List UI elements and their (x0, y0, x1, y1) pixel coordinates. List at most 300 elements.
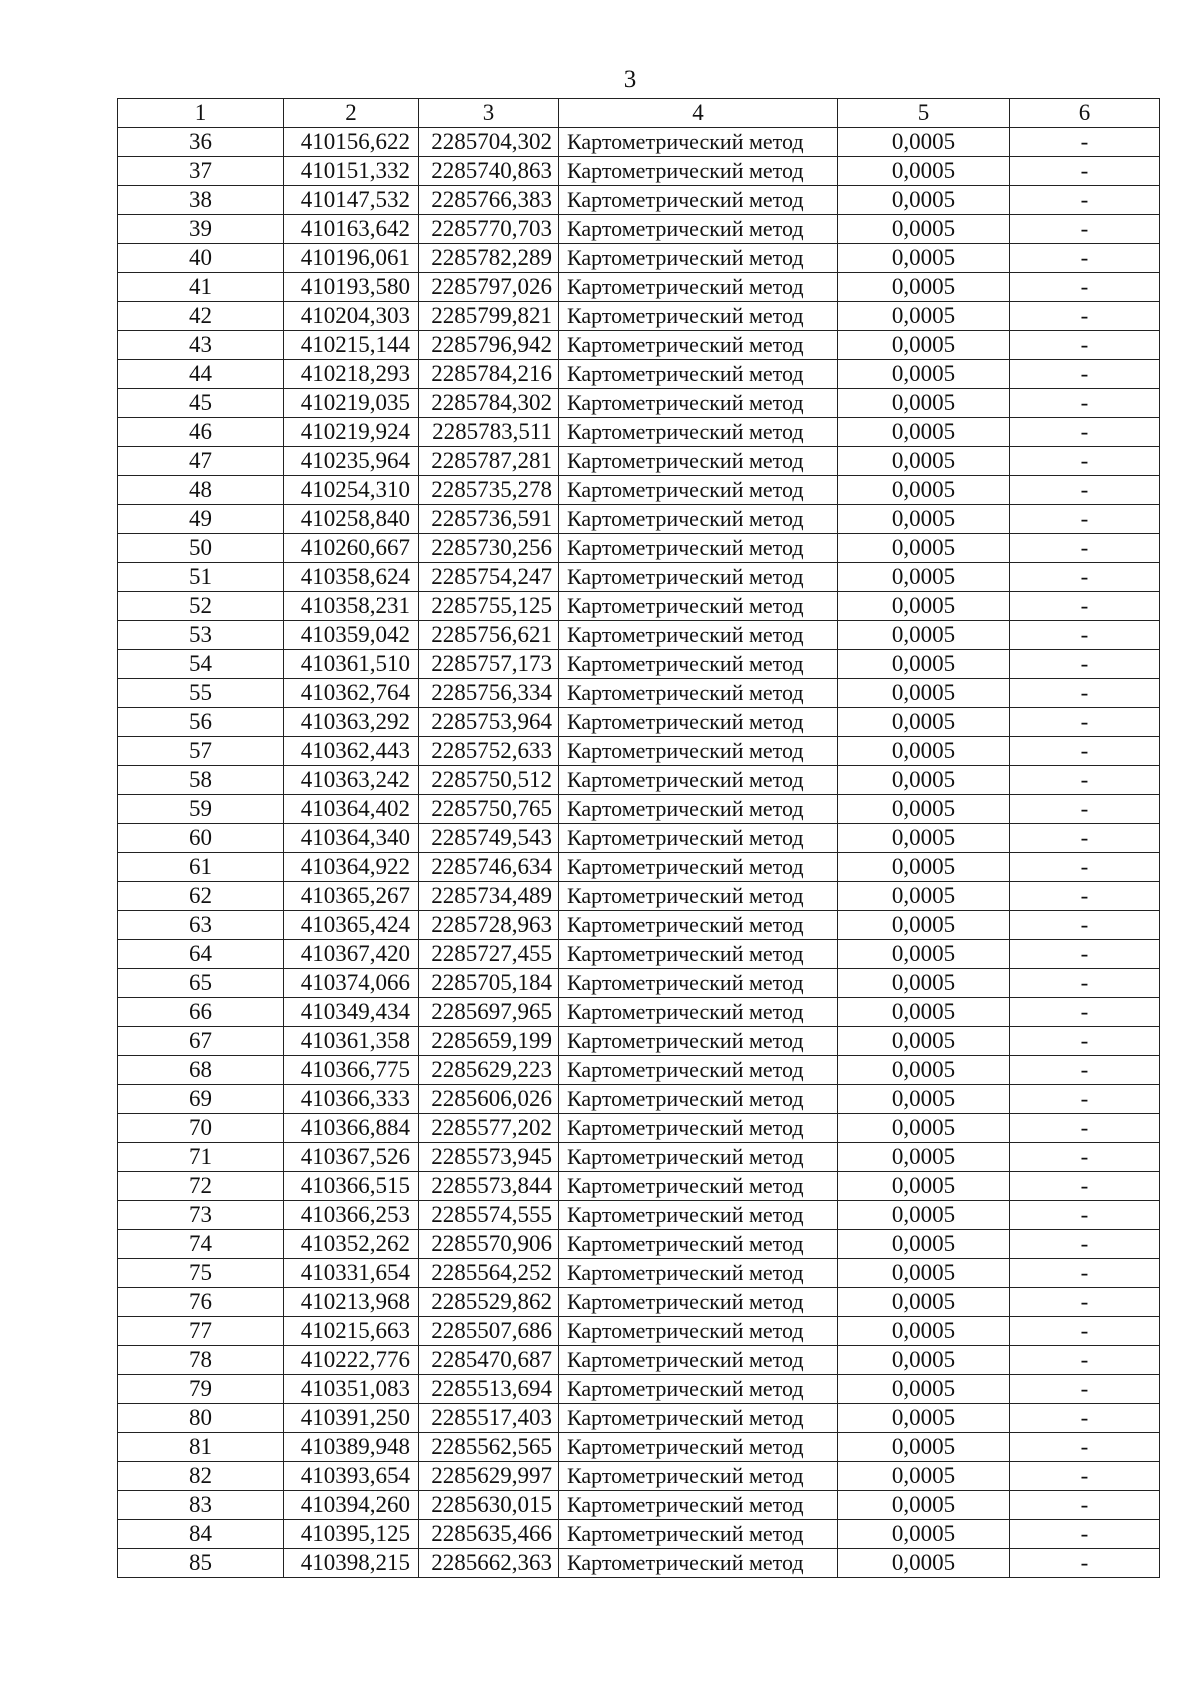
y-coordinate-cell: 2285574,555 (419, 1201, 559, 1230)
point-number-cell: 42 (118, 302, 284, 331)
accuracy-cell: 0,0005 (838, 592, 1010, 621)
description-cell: - (1010, 969, 1160, 998)
method-cell: Картометрический метод (559, 563, 838, 592)
table-row (118, 1317, 1160, 1346)
description-cell: - (1010, 563, 1160, 592)
table-row (118, 824, 1160, 853)
coordinates-table (117, 98, 1160, 1578)
x-coordinate-cell: 410254,310 (284, 476, 419, 505)
method-cell: Картометрический метод (559, 940, 838, 969)
method-cell: Картометрический метод (559, 650, 838, 679)
table-row (118, 389, 1160, 418)
table-row (118, 273, 1160, 302)
method-cell: Картометрический метод (559, 998, 838, 1027)
table-row (118, 650, 1160, 679)
y-coordinate-cell: 2285787,281 (419, 447, 559, 476)
accuracy-cell: 0,0005 (838, 795, 1010, 824)
method-cell: Картометрический метод (559, 1491, 838, 1520)
x-coordinate-cell: 410349,434 (284, 998, 419, 1027)
y-coordinate-cell: 2285728,963 (419, 911, 559, 940)
y-coordinate-cell: 2285697,965 (419, 998, 559, 1027)
table-row (118, 1085, 1160, 1114)
table-row (118, 215, 1160, 244)
point-number-cell: 50 (118, 534, 284, 563)
table-row (118, 302, 1160, 331)
y-coordinate-cell: 2285770,703 (419, 215, 559, 244)
description-cell: - (1010, 1549, 1160, 1578)
accuracy-cell: 0,0005 (838, 1404, 1010, 1433)
table-row (118, 563, 1160, 592)
table-row (118, 969, 1160, 998)
header-cell-x: 2 (284, 99, 419, 128)
table-row (118, 157, 1160, 186)
method-cell: Картометрический метод (559, 592, 838, 621)
description-cell: - (1010, 1317, 1160, 1346)
point-number-cell: 51 (118, 563, 284, 592)
table-row (118, 737, 1160, 766)
point-number-cell: 79 (118, 1375, 284, 1404)
x-coordinate-cell: 410351,083 (284, 1375, 419, 1404)
method-cell: Картометрический метод (559, 1462, 838, 1491)
x-coordinate-cell: 410222,776 (284, 1346, 419, 1375)
accuracy-cell: 0,0005 (838, 1375, 1010, 1404)
description-cell: - (1010, 824, 1160, 853)
x-coordinate-cell: 410219,924 (284, 418, 419, 447)
method-cell: Картометрический метод (559, 1549, 838, 1578)
description-cell: - (1010, 1404, 1160, 1433)
method-cell: Картометрический метод (559, 476, 838, 505)
point-number-cell: 78 (118, 1346, 284, 1375)
description-cell: - (1010, 244, 1160, 273)
accuracy-cell: 0,0005 (838, 563, 1010, 592)
accuracy-cell: 0,0005 (838, 1085, 1010, 1114)
coordinates-table-container (117, 98, 1159, 1578)
accuracy-cell: 0,0005 (838, 418, 1010, 447)
description-cell: - (1010, 1346, 1160, 1375)
description-cell: - (1010, 708, 1160, 737)
point-number-cell: 55 (118, 679, 284, 708)
x-coordinate-cell: 410352,262 (284, 1230, 419, 1259)
table-row (118, 766, 1160, 795)
y-coordinate-cell: 2285784,216 (419, 360, 559, 389)
accuracy-cell: 0,0005 (838, 911, 1010, 940)
point-number-cell: 71 (118, 1143, 284, 1172)
table-row (118, 128, 1160, 157)
x-coordinate-cell: 410358,231 (284, 592, 419, 621)
point-number-cell: 75 (118, 1259, 284, 1288)
description-cell: - (1010, 998, 1160, 1027)
accuracy-cell: 0,0005 (838, 186, 1010, 215)
method-cell: Картометрический метод (559, 418, 838, 447)
y-coordinate-cell: 2285529,862 (419, 1288, 559, 1317)
y-coordinate-cell: 2285797,026 (419, 273, 559, 302)
x-coordinate-cell: 410363,292 (284, 708, 419, 737)
table-row (118, 1056, 1160, 1085)
table-row (118, 1491, 1160, 1520)
x-coordinate-cell: 410366,515 (284, 1172, 419, 1201)
table-row (118, 795, 1160, 824)
accuracy-cell: 0,0005 (838, 534, 1010, 563)
accuracy-cell: 0,0005 (838, 215, 1010, 244)
x-coordinate-cell: 410374,066 (284, 969, 419, 998)
accuracy-cell: 0,0005 (838, 1259, 1010, 1288)
header-cell-description: 6 (1010, 99, 1160, 128)
x-coordinate-cell: 410147,532 (284, 186, 419, 215)
accuracy-cell: 0,0005 (838, 1462, 1010, 1491)
x-coordinate-cell: 410398,215 (284, 1549, 419, 1578)
x-coordinate-cell: 410366,775 (284, 1056, 419, 1085)
description-cell: - (1010, 853, 1160, 882)
accuracy-cell: 0,0005 (838, 1549, 1010, 1578)
method-cell: Картометрический метод (559, 1085, 838, 1114)
accuracy-cell: 0,0005 (838, 882, 1010, 911)
description-cell: - (1010, 592, 1160, 621)
point-number-cell: 37 (118, 157, 284, 186)
accuracy-cell: 0,0005 (838, 824, 1010, 853)
table-row (118, 708, 1160, 737)
table-row (118, 360, 1160, 389)
point-number-cell: 57 (118, 737, 284, 766)
method-cell: Картометрический метод (559, 621, 838, 650)
description-cell: - (1010, 418, 1160, 447)
point-number-cell: 45 (118, 389, 284, 418)
table-row (118, 1201, 1160, 1230)
method-cell: Картометрический метод (559, 273, 838, 302)
accuracy-cell: 0,0005 (838, 244, 1010, 273)
method-cell: Картометрический метод (559, 969, 838, 998)
description-cell: - (1010, 766, 1160, 795)
y-coordinate-cell: 2285606,026 (419, 1085, 559, 1114)
x-coordinate-cell: 410362,443 (284, 737, 419, 766)
point-number-cell: 53 (118, 621, 284, 650)
point-number-cell: 62 (118, 882, 284, 911)
table-row (118, 1346, 1160, 1375)
y-coordinate-cell: 2285513,694 (419, 1375, 559, 1404)
y-coordinate-cell: 2285629,223 (419, 1056, 559, 1085)
x-coordinate-cell: 410215,663 (284, 1317, 419, 1346)
method-cell: Картометрический метод (559, 824, 838, 853)
y-coordinate-cell: 2285570,906 (419, 1230, 559, 1259)
method-cell: Картометрический метод (559, 1143, 838, 1172)
accuracy-cell: 0,0005 (838, 1520, 1010, 1549)
point-number-cell: 68 (118, 1056, 284, 1085)
point-number-cell: 70 (118, 1114, 284, 1143)
y-coordinate-cell: 2285507,686 (419, 1317, 559, 1346)
accuracy-cell: 0,0005 (838, 157, 1010, 186)
description-cell: - (1010, 621, 1160, 650)
header-cell-method: 4 (559, 99, 838, 128)
table-row (118, 1027, 1160, 1056)
point-number-cell: 47 (118, 447, 284, 476)
accuracy-cell: 0,0005 (838, 1317, 1010, 1346)
accuracy-cell: 0,0005 (838, 679, 1010, 708)
point-number-cell: 83 (118, 1491, 284, 1520)
method-cell: Картометрический метод (559, 1404, 838, 1433)
y-coordinate-cell: 2285573,844 (419, 1172, 559, 1201)
point-number-cell: 43 (118, 331, 284, 360)
description-cell: - (1010, 447, 1160, 476)
description-cell: - (1010, 795, 1160, 824)
point-number-cell: 72 (118, 1172, 284, 1201)
table-row (118, 418, 1160, 447)
description-cell: - (1010, 1491, 1160, 1520)
point-number-cell: 58 (118, 766, 284, 795)
y-coordinate-cell: 2285662,363 (419, 1549, 559, 1578)
method-cell: Картометрический метод (559, 186, 838, 215)
x-coordinate-cell: 410196,061 (284, 244, 419, 273)
x-coordinate-cell: 410367,526 (284, 1143, 419, 1172)
description-cell: - (1010, 128, 1160, 157)
x-coordinate-cell: 410151,332 (284, 157, 419, 186)
point-number-cell: 39 (118, 215, 284, 244)
method-cell: Картометрический метод (559, 737, 838, 766)
accuracy-cell: 0,0005 (838, 331, 1010, 360)
description-cell: - (1010, 389, 1160, 418)
description-cell: - (1010, 1230, 1160, 1259)
y-coordinate-cell: 2285659,199 (419, 1027, 559, 1056)
table-row (118, 447, 1160, 476)
table-row (118, 331, 1160, 360)
method-cell: Картометрический метод (559, 1520, 838, 1549)
y-coordinate-cell: 2285750,512 (419, 766, 559, 795)
accuracy-cell: 0,0005 (838, 302, 1010, 331)
point-number-cell: 46 (118, 418, 284, 447)
description-cell: - (1010, 360, 1160, 389)
x-coordinate-cell: 410260,667 (284, 534, 419, 563)
header-cell-accuracy: 5 (838, 99, 1010, 128)
point-number-cell: 80 (118, 1404, 284, 1433)
description-cell: - (1010, 1433, 1160, 1462)
x-coordinate-cell: 410366,884 (284, 1114, 419, 1143)
table-row (118, 1259, 1160, 1288)
description-cell: - (1010, 1027, 1160, 1056)
description-cell: - (1010, 1288, 1160, 1317)
y-coordinate-cell: 2285573,945 (419, 1143, 559, 1172)
description-cell: - (1010, 476, 1160, 505)
table-row (118, 1375, 1160, 1404)
y-coordinate-cell: 2285750,765 (419, 795, 559, 824)
x-coordinate-cell: 410389,948 (284, 1433, 419, 1462)
y-coordinate-cell: 2285756,334 (419, 679, 559, 708)
y-coordinate-cell: 2285740,863 (419, 157, 559, 186)
accuracy-cell: 0,0005 (838, 1230, 1010, 1259)
y-coordinate-cell: 2285564,252 (419, 1259, 559, 1288)
accuracy-cell: 0,0005 (838, 360, 1010, 389)
method-cell: Картометрический метод (559, 447, 838, 476)
x-coordinate-cell: 410358,624 (284, 563, 419, 592)
y-coordinate-cell: 2285577,202 (419, 1114, 559, 1143)
y-coordinate-cell: 2285736,591 (419, 505, 559, 534)
accuracy-cell: 0,0005 (838, 621, 1010, 650)
x-coordinate-cell: 410395,125 (284, 1520, 419, 1549)
method-cell: Картометрический метод (559, 1114, 838, 1143)
method-cell: Картометрический метод (559, 534, 838, 563)
method-cell: Картометрический метод (559, 853, 838, 882)
y-coordinate-cell: 2285783,511 (419, 418, 559, 447)
description-cell: - (1010, 1085, 1160, 1114)
x-coordinate-cell: 410366,253 (284, 1201, 419, 1230)
accuracy-cell: 0,0005 (838, 737, 1010, 766)
y-coordinate-cell: 2285766,383 (419, 186, 559, 215)
y-coordinate-cell: 2285755,125 (419, 592, 559, 621)
point-number-cell: 84 (118, 1520, 284, 1549)
y-coordinate-cell: 2285630,015 (419, 1491, 559, 1520)
point-number-cell: 40 (118, 244, 284, 273)
table-row (118, 1230, 1160, 1259)
point-number-cell: 63 (118, 911, 284, 940)
description-cell: - (1010, 679, 1160, 708)
x-coordinate-cell: 410331,654 (284, 1259, 419, 1288)
point-number-cell: 41 (118, 273, 284, 302)
x-coordinate-cell: 410215,144 (284, 331, 419, 360)
accuracy-cell: 0,0005 (838, 766, 1010, 795)
y-coordinate-cell: 2285562,565 (419, 1433, 559, 1462)
description-cell: - (1010, 1375, 1160, 1404)
y-coordinate-cell: 2285629,997 (419, 1462, 559, 1491)
x-coordinate-cell: 410365,267 (284, 882, 419, 911)
point-number-cell: 48 (118, 476, 284, 505)
accuracy-cell: 0,0005 (838, 1056, 1010, 1085)
method-cell: Картометрический метод (559, 766, 838, 795)
y-coordinate-cell: 2285735,278 (419, 476, 559, 505)
x-coordinate-cell: 410361,358 (284, 1027, 419, 1056)
method-cell: Картометрический метод (559, 911, 838, 940)
accuracy-cell: 0,0005 (838, 998, 1010, 1027)
x-coordinate-cell: 410219,035 (284, 389, 419, 418)
y-coordinate-cell: 2285704,302 (419, 128, 559, 157)
table-body (118, 128, 1160, 1578)
method-cell: Картометрический метод (559, 1433, 838, 1462)
table-row (118, 911, 1160, 940)
table-row (118, 592, 1160, 621)
point-number-cell: 49 (118, 505, 284, 534)
x-coordinate-cell: 410193,580 (284, 273, 419, 302)
page-number: 3 (623, 66, 637, 93)
description-cell: - (1010, 186, 1160, 215)
point-number-cell: 64 (118, 940, 284, 969)
method-cell: Картометрический метод (559, 1230, 838, 1259)
accuracy-cell: 0,0005 (838, 1491, 1010, 1520)
y-coordinate-cell: 2285635,466 (419, 1520, 559, 1549)
accuracy-cell: 0,0005 (838, 389, 1010, 418)
description-cell: - (1010, 215, 1160, 244)
method-cell: Картометрический метод (559, 1317, 838, 1346)
x-coordinate-cell: 410367,420 (284, 940, 419, 969)
y-coordinate-cell: 2285749,543 (419, 824, 559, 853)
point-number-cell: 60 (118, 824, 284, 853)
point-number-cell: 81 (118, 1433, 284, 1462)
point-number-cell: 67 (118, 1027, 284, 1056)
accuracy-cell: 0,0005 (838, 1027, 1010, 1056)
method-cell: Картометрический метод (559, 505, 838, 534)
y-coordinate-cell: 2285746,634 (419, 853, 559, 882)
description-cell: - (1010, 940, 1160, 969)
y-coordinate-cell: 2285734,489 (419, 882, 559, 911)
method-cell: Картометрический метод (559, 389, 838, 418)
accuracy-cell: 0,0005 (838, 1172, 1010, 1201)
accuracy-cell: 0,0005 (838, 476, 1010, 505)
header-cell-y: 3 (419, 99, 559, 128)
description-cell: - (1010, 331, 1160, 360)
accuracy-cell: 0,0005 (838, 853, 1010, 882)
table-row (118, 534, 1160, 563)
accuracy-cell: 0,0005 (838, 447, 1010, 476)
method-cell: Картометрический метод (559, 1027, 838, 1056)
method-cell: Картометрический метод (559, 1259, 838, 1288)
header-cell-point-number: 1 (118, 99, 284, 128)
accuracy-cell: 0,0005 (838, 1288, 1010, 1317)
table-row (118, 679, 1160, 708)
description-cell: - (1010, 1462, 1160, 1491)
x-coordinate-cell: 410235,964 (284, 447, 419, 476)
y-coordinate-cell: 2285756,621 (419, 621, 559, 650)
method-cell: Картометрический метод (559, 1201, 838, 1230)
x-coordinate-cell: 410204,303 (284, 302, 419, 331)
table-row (118, 244, 1160, 273)
x-coordinate-cell: 410258,840 (284, 505, 419, 534)
accuracy-cell: 0,0005 (838, 1143, 1010, 1172)
accuracy-cell: 0,0005 (838, 1114, 1010, 1143)
table-row (118, 186, 1160, 215)
method-cell: Картометрический метод (559, 157, 838, 186)
x-coordinate-cell: 410364,402 (284, 795, 419, 824)
x-coordinate-cell: 410365,424 (284, 911, 419, 940)
point-number-cell: 65 (118, 969, 284, 998)
y-coordinate-cell: 2285752,633 (419, 737, 559, 766)
accuracy-cell: 0,0005 (838, 128, 1010, 157)
y-coordinate-cell: 2285757,173 (419, 650, 559, 679)
description-cell: - (1010, 1520, 1160, 1549)
description-cell: - (1010, 1172, 1160, 1201)
method-cell: Картометрический метод (559, 215, 838, 244)
point-number-cell: 82 (118, 1462, 284, 1491)
x-coordinate-cell: 410364,340 (284, 824, 419, 853)
x-coordinate-cell: 410213,968 (284, 1288, 419, 1317)
table-row (118, 882, 1160, 911)
x-coordinate-cell: 410163,642 (284, 215, 419, 244)
y-coordinate-cell: 2285517,403 (419, 1404, 559, 1433)
x-coordinate-cell: 410366,333 (284, 1085, 419, 1114)
point-number-cell: 38 (118, 186, 284, 215)
point-number-cell: 54 (118, 650, 284, 679)
description-cell: - (1010, 1259, 1160, 1288)
method-cell: Картометрический метод (559, 1288, 838, 1317)
accuracy-cell: 0,0005 (838, 650, 1010, 679)
x-coordinate-cell: 410362,764 (284, 679, 419, 708)
table-row (118, 1549, 1160, 1578)
x-coordinate-cell: 410156,622 (284, 128, 419, 157)
description-cell: - (1010, 1056, 1160, 1085)
table-row (118, 1433, 1160, 1462)
point-number-cell: 36 (118, 128, 284, 157)
method-cell: Картометрический метод (559, 128, 838, 157)
x-coordinate-cell: 410364,922 (284, 853, 419, 882)
point-number-cell: 73 (118, 1201, 284, 1230)
point-number-cell: 61 (118, 853, 284, 882)
accuracy-cell: 0,0005 (838, 708, 1010, 737)
description-cell: - (1010, 302, 1160, 331)
method-cell: Картометрический метод (559, 1172, 838, 1201)
y-coordinate-cell: 2285753,964 (419, 708, 559, 737)
accuracy-cell: 0,0005 (838, 969, 1010, 998)
method-cell: Картометрический метод (559, 244, 838, 273)
table-row (118, 1288, 1160, 1317)
y-coordinate-cell: 2285782,289 (419, 244, 559, 273)
x-coordinate-cell: 410391,250 (284, 1404, 419, 1433)
table-row (118, 1114, 1160, 1143)
description-cell: - (1010, 534, 1160, 563)
point-number-cell: 52 (118, 592, 284, 621)
